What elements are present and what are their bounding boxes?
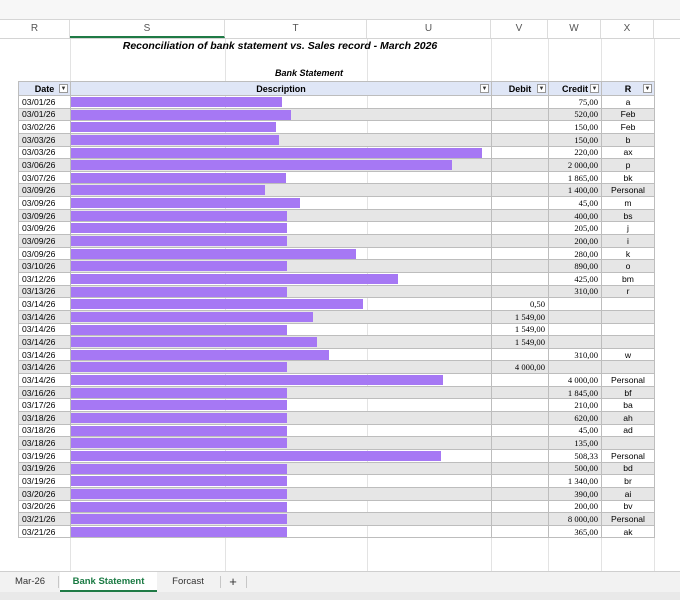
credit-cell[interactable]: 280,00 bbox=[549, 247, 602, 260]
credit-cell[interactable] bbox=[549, 361, 602, 374]
table-row bbox=[19, 437, 655, 450]
credit-cell[interactable] bbox=[549, 298, 602, 311]
debit-cell[interactable]: 1 549,00 bbox=[492, 310, 549, 323]
status-bar bbox=[0, 592, 680, 600]
table-row bbox=[19, 513, 655, 526]
table-row bbox=[19, 159, 655, 172]
debit-cell[interactable] bbox=[492, 449, 549, 462]
credit-cell[interactable]: 1 400,00 bbox=[549, 184, 602, 197]
credit-cell[interactable]: 210,00 bbox=[549, 399, 602, 412]
credit-cell[interactable]: 390,00 bbox=[549, 487, 602, 500]
description-cell[interactable] bbox=[71, 525, 492, 538]
debit-cell[interactable]: 4 000,00 bbox=[492, 361, 549, 374]
redacted-description bbox=[71, 223, 287, 233]
credit-cell[interactable]: 200,00 bbox=[549, 500, 602, 513]
debit-cell[interactable] bbox=[492, 171, 549, 184]
description-cell[interactable] bbox=[71, 399, 492, 412]
redacted-description bbox=[71, 464, 287, 474]
r-cell[interactable]: ah bbox=[602, 412, 655, 425]
credit-cell[interactable]: 310,00 bbox=[549, 285, 602, 298]
credit-cell[interactable]: 1 845,00 bbox=[549, 386, 602, 399]
table-row bbox=[19, 184, 655, 197]
redacted-description bbox=[71, 236, 287, 246]
r-cell[interactable]: i bbox=[602, 235, 655, 248]
column-header-r[interactable]: R bbox=[0, 20, 70, 38]
table-row bbox=[19, 171, 655, 184]
r-cell[interactable]: Personal bbox=[602, 184, 655, 197]
description-cell[interactable] bbox=[71, 146, 492, 159]
date-cell[interactable]: 03/18/26 bbox=[19, 424, 71, 437]
sheet-title[interactable]: Reconciliation of bank statement vs. Sales record - March 2026 bbox=[122, 40, 438, 52]
description-cell[interactable] bbox=[71, 272, 492, 285]
r-cell[interactable] bbox=[602, 323, 655, 336]
credit-cell[interactable]: 365,00 bbox=[549, 525, 602, 538]
toolbar-strip bbox=[0, 0, 680, 20]
column-header-x[interactable]: X bbox=[601, 20, 654, 38]
table-row bbox=[19, 285, 655, 298]
redacted-description bbox=[71, 110, 291, 120]
r-cell[interactable]: w bbox=[602, 348, 655, 361]
r-cell[interactable]: a bbox=[602, 96, 655, 109]
description-cell[interactable] bbox=[71, 133, 492, 146]
debit-cell[interactable] bbox=[492, 285, 549, 298]
table-row bbox=[19, 348, 655, 361]
redacted-description bbox=[71, 476, 287, 486]
description-cell[interactable] bbox=[71, 222, 492, 235]
redacted-description bbox=[71, 514, 287, 524]
date-cell[interactable]: 03/20/26 bbox=[19, 500, 71, 513]
table-row bbox=[19, 235, 655, 248]
date-cell[interactable]: 03/14/26 bbox=[19, 298, 71, 311]
date-cell[interactable]: 03/09/26 bbox=[19, 184, 71, 197]
debit-cell[interactable] bbox=[492, 260, 549, 273]
description-cell[interactable] bbox=[71, 285, 492, 298]
redacted-description bbox=[71, 312, 313, 322]
redacted-description bbox=[71, 185, 265, 195]
date-cell[interactable]: 03/09/26 bbox=[19, 222, 71, 235]
redacted-description bbox=[71, 287, 287, 297]
redacted-description bbox=[71, 148, 482, 158]
redacted-description bbox=[71, 160, 452, 170]
r-cell[interactable]: Personal bbox=[602, 513, 655, 526]
r-cell[interactable] bbox=[602, 310, 655, 323]
sheet-grid[interactable] bbox=[0, 39, 680, 571]
date-cell[interactable]: 03/12/26 bbox=[19, 272, 71, 285]
debit-cell[interactable] bbox=[492, 96, 549, 109]
credit-cell[interactable]: 310,00 bbox=[549, 348, 602, 361]
table-row bbox=[19, 108, 655, 121]
credit-cell[interactable]: 45,00 bbox=[549, 424, 602, 437]
r-cell[interactable] bbox=[602, 298, 655, 311]
description-cell[interactable] bbox=[71, 159, 492, 172]
credit-cell[interactable]: 890,00 bbox=[549, 260, 602, 273]
debit-cell[interactable] bbox=[492, 513, 549, 526]
debit-cell[interactable] bbox=[492, 348, 549, 361]
date-cell[interactable]: 03/20/26 bbox=[19, 487, 71, 500]
date-cell[interactable]: 03/02/26 bbox=[19, 121, 71, 134]
r-cell[interactable] bbox=[602, 361, 655, 374]
description-cell[interactable] bbox=[71, 449, 492, 462]
filter-dropdown-icon[interactable]: ▼ bbox=[538, 86, 545, 92]
table-row bbox=[19, 298, 655, 311]
debit-cell[interactable] bbox=[492, 159, 549, 172]
date-cell[interactable]: 03/21/26 bbox=[19, 513, 71, 526]
table-row bbox=[19, 247, 655, 260]
credit-cell[interactable]: 200,00 bbox=[549, 235, 602, 248]
redacted-description bbox=[71, 198, 300, 208]
filter-dropdown-icon[interactable]: ▼ bbox=[591, 86, 598, 92]
debit-cell[interactable] bbox=[492, 462, 549, 475]
r-cell[interactable] bbox=[602, 437, 655, 450]
date-cell[interactable]: 03/13/26 bbox=[19, 285, 71, 298]
tab-forcast[interactable]: Forcast bbox=[172, 576, 204, 587]
table-row bbox=[19, 260, 655, 273]
date-cell[interactable]: 03/01/26 bbox=[19, 96, 71, 109]
r-cell[interactable] bbox=[602, 336, 655, 349]
table-row bbox=[19, 500, 655, 513]
date-cell[interactable]: 03/10/26 bbox=[19, 260, 71, 273]
date-cell[interactable]: 03/14/26 bbox=[19, 310, 71, 323]
credit-cell[interactable]: 220,00 bbox=[549, 146, 602, 159]
header-r[interactable]: R ▼ bbox=[602, 82, 655, 96]
date-cell[interactable]: 03/09/26 bbox=[19, 197, 71, 210]
debit-cell[interactable] bbox=[492, 412, 549, 425]
r-cell[interactable]: Personal bbox=[602, 449, 655, 462]
debit-cell[interactable] bbox=[492, 424, 549, 437]
column-header-u[interactable]: U bbox=[367, 20, 491, 38]
credit-cell[interactable]: 8 000,00 bbox=[549, 513, 602, 526]
description-cell[interactable] bbox=[71, 298, 492, 311]
table-row bbox=[19, 336, 655, 349]
description-cell[interactable] bbox=[71, 247, 492, 260]
date-cell[interactable]: 03/01/26 bbox=[19, 108, 71, 121]
sheet-tab-bar bbox=[0, 571, 680, 592]
redacted-description bbox=[71, 249, 356, 259]
r-cell[interactable]: bm bbox=[602, 272, 655, 285]
description-cell[interactable] bbox=[71, 184, 492, 197]
description-cell[interactable] bbox=[71, 121, 492, 134]
date-cell[interactable]: 03/14/26 bbox=[19, 348, 71, 361]
description-cell[interactable] bbox=[71, 462, 492, 475]
table-row bbox=[19, 424, 655, 437]
credit-cell[interactable] bbox=[549, 310, 602, 323]
table-row bbox=[19, 272, 655, 285]
debit-cell[interactable] bbox=[492, 146, 549, 159]
credit-cell[interactable]: 75,00 bbox=[549, 96, 602, 109]
redacted-description bbox=[71, 502, 287, 512]
r-cell[interactable]: bf bbox=[602, 386, 655, 399]
r-cell[interactable]: Feb bbox=[602, 121, 655, 134]
description-cell[interactable] bbox=[71, 336, 492, 349]
credit-cell[interactable]: 1 865,00 bbox=[549, 171, 602, 184]
credit-cell[interactable] bbox=[549, 336, 602, 349]
date-cell[interactable]: 03/03/26 bbox=[19, 146, 71, 159]
debit-cell[interactable] bbox=[492, 500, 549, 513]
redacted-description bbox=[71, 388, 287, 398]
table-row bbox=[19, 386, 655, 399]
r-cell[interactable]: m bbox=[602, 197, 655, 210]
credit-cell[interactable]: 150,00 bbox=[549, 133, 602, 146]
table-row bbox=[19, 310, 655, 323]
redacted-description bbox=[71, 426, 287, 436]
redacted-description bbox=[71, 97, 282, 107]
credit-cell[interactable]: 135,00 bbox=[549, 437, 602, 450]
column-header-v[interactable]: V bbox=[491, 20, 548, 38]
redacted-description bbox=[71, 451, 441, 461]
credit-cell[interactable]: 2 000,00 bbox=[549, 159, 602, 172]
date-cell[interactable]: 03/18/26 bbox=[19, 437, 71, 450]
redacted-description bbox=[71, 325, 287, 335]
description-cell[interactable] bbox=[71, 424, 492, 437]
debit-cell[interactable] bbox=[492, 222, 549, 235]
redacted-description bbox=[71, 527, 287, 537]
debit-cell[interactable] bbox=[492, 133, 549, 146]
debit-cell[interactable] bbox=[492, 209, 549, 222]
add-sheet-button[interactable]: + bbox=[229, 574, 237, 589]
header-credit[interactable]: Credit ▼ bbox=[549, 82, 602, 96]
date-cell[interactable]: 03/14/26 bbox=[19, 336, 71, 349]
debit-cell[interactable] bbox=[492, 437, 549, 450]
table-row bbox=[19, 374, 655, 387]
debit-cell[interactable] bbox=[492, 184, 549, 197]
table-row bbox=[19, 449, 655, 462]
description-cell[interactable] bbox=[71, 386, 492, 399]
date-cell[interactable]: 03/14/26 bbox=[19, 361, 71, 374]
date-cell[interactable]: 03/16/26 bbox=[19, 386, 71, 399]
date-cell[interactable]: 03/06/26 bbox=[19, 159, 71, 172]
r-cell[interactable]: Personal bbox=[602, 374, 655, 387]
r-cell[interactable]: bv bbox=[602, 500, 655, 513]
date-cell[interactable]: 03/09/26 bbox=[19, 247, 71, 260]
date-cell[interactable]: 03/19/26 bbox=[19, 475, 71, 488]
table-row bbox=[19, 525, 655, 538]
date-cell[interactable]: 03/21/26 bbox=[19, 525, 71, 538]
table-row bbox=[19, 487, 655, 500]
redacted-description bbox=[71, 261, 287, 271]
r-cell[interactable]: ax bbox=[602, 146, 655, 159]
description-cell[interactable] bbox=[71, 475, 492, 488]
r-cell[interactable]: ad bbox=[602, 424, 655, 437]
redacted-description bbox=[71, 173, 286, 183]
credit-cell[interactable]: 4 000,00 bbox=[549, 374, 602, 387]
r-cell[interactable]: r bbox=[602, 285, 655, 298]
description-cell[interactable] bbox=[71, 412, 492, 425]
tab-mar-26[interactable]: Mar-26 bbox=[14, 576, 46, 587]
debit-cell[interactable] bbox=[492, 197, 549, 210]
credit-cell[interactable]: 205,00 bbox=[549, 222, 602, 235]
r-cell[interactable]: ba bbox=[602, 399, 655, 412]
r-cell[interactable]: bd bbox=[602, 462, 655, 475]
debit-cell[interactable] bbox=[492, 235, 549, 248]
debit-cell[interactable]: 1 549,00 bbox=[492, 323, 549, 336]
redacted-description bbox=[71, 350, 329, 360]
redacted-description bbox=[71, 400, 287, 410]
description-cell[interactable] bbox=[71, 96, 492, 109]
table-row bbox=[19, 323, 655, 336]
description-cell[interactable] bbox=[71, 487, 492, 500]
description-cell[interactable] bbox=[71, 235, 492, 248]
description-cell[interactable] bbox=[71, 348, 492, 361]
table-row bbox=[19, 412, 655, 425]
credit-cell[interactable]: 425,00 bbox=[549, 272, 602, 285]
table-row bbox=[19, 399, 655, 412]
credit-cell[interactable]: 508,33 bbox=[549, 449, 602, 462]
column-header-s[interactable]: S bbox=[70, 20, 225, 38]
r-cell[interactable]: bs bbox=[602, 209, 655, 222]
redacted-description bbox=[71, 135, 279, 145]
description-cell[interactable] bbox=[71, 171, 492, 184]
debit-cell[interactable] bbox=[492, 386, 549, 399]
filter-dropdown-icon[interactable]: ▼ bbox=[481, 86, 488, 92]
debit-cell[interactable] bbox=[492, 525, 549, 538]
table-header-row bbox=[19, 82, 655, 96]
redacted-description bbox=[71, 362, 287, 372]
description-cell[interactable] bbox=[71, 361, 492, 374]
description-cell[interactable] bbox=[71, 197, 492, 210]
debit-cell[interactable] bbox=[492, 247, 549, 260]
r-cell[interactable]: Feb bbox=[602, 108, 655, 121]
header-description[interactable]: Description ▼ bbox=[71, 82, 492, 96]
description-cell[interactable] bbox=[71, 260, 492, 273]
date-cell[interactable]: 03/14/26 bbox=[19, 323, 71, 336]
table-row bbox=[19, 462, 655, 475]
r-cell[interactable]: ai bbox=[602, 487, 655, 500]
redacted-description bbox=[71, 438, 287, 448]
description-cell[interactable] bbox=[71, 437, 492, 450]
credit-cell[interactable]: 620,00 bbox=[549, 412, 602, 425]
description-cell[interactable] bbox=[71, 310, 492, 323]
credit-cell[interactable]: 400,00 bbox=[549, 209, 602, 222]
credit-cell[interactable]: 520,00 bbox=[549, 108, 602, 121]
debit-cell[interactable] bbox=[492, 399, 549, 412]
debit-cell[interactable] bbox=[492, 475, 549, 488]
description-cell[interactable] bbox=[71, 108, 492, 121]
table-row bbox=[19, 133, 655, 146]
description-cell[interactable] bbox=[71, 513, 492, 526]
debit-cell[interactable] bbox=[492, 487, 549, 500]
r-cell[interactable]: b bbox=[602, 133, 655, 146]
credit-cell[interactable]: 500,00 bbox=[549, 462, 602, 475]
table-row bbox=[19, 121, 655, 134]
table-row bbox=[19, 197, 655, 210]
debit-cell[interactable]: 1 549,00 bbox=[492, 336, 549, 349]
date-cell[interactable]: 03/09/26 bbox=[19, 235, 71, 248]
redacted-description bbox=[71, 413, 287, 423]
debit-cell[interactable] bbox=[492, 374, 549, 387]
date-cell[interactable]: 03/03/26 bbox=[19, 133, 71, 146]
date-cell[interactable]: 03/09/26 bbox=[19, 209, 71, 222]
debit-cell[interactable] bbox=[492, 272, 549, 285]
column-header-w[interactable]: W bbox=[548, 20, 601, 38]
column-header-bar bbox=[0, 20, 680, 39]
description-cell[interactable] bbox=[71, 500, 492, 513]
filter-dropdown-icon[interactable]: ▼ bbox=[644, 86, 651, 92]
header-date[interactable]: Date ▼ bbox=[19, 82, 71, 96]
r-cell[interactable]: br bbox=[602, 475, 655, 488]
table-row bbox=[19, 222, 655, 235]
credit-cell[interactable]: 45,00 bbox=[549, 197, 602, 210]
table-row bbox=[19, 361, 655, 374]
r-cell[interactable]: k bbox=[602, 247, 655, 260]
header-debit[interactable]: Debit ▼ bbox=[492, 82, 549, 96]
bank-statement-subtitle[interactable]: Bank Statement bbox=[274, 68, 344, 78]
column-header-t[interactable]: T bbox=[225, 20, 367, 38]
r-cell[interactable]: ak bbox=[602, 525, 655, 538]
redacted-description bbox=[71, 274, 398, 284]
credit-cell[interactable]: 1 340,00 bbox=[549, 475, 602, 488]
debit-cell[interactable] bbox=[492, 121, 549, 134]
redacted-description bbox=[71, 211, 287, 221]
description-cell[interactable] bbox=[71, 374, 492, 387]
r-cell[interactable]: o bbox=[602, 260, 655, 273]
redacted-description bbox=[71, 299, 363, 309]
date-cell[interactable]: 03/17/26 bbox=[19, 399, 71, 412]
debit-cell[interactable]: 0,50 bbox=[492, 298, 549, 311]
date-cell[interactable]: 03/18/26 bbox=[19, 412, 71, 425]
table-row bbox=[19, 475, 655, 488]
description-cell[interactable] bbox=[71, 323, 492, 336]
date-cell[interactable]: 03/19/26 bbox=[19, 462, 71, 475]
bank-statement-table bbox=[18, 81, 655, 538]
tab-bank-statement[interactable]: Bank Statement bbox=[60, 572, 157, 592]
date-cell[interactable]: 03/07/26 bbox=[19, 171, 71, 184]
table-row bbox=[19, 96, 655, 109]
credit-cell[interactable]: 150,00 bbox=[549, 121, 602, 134]
filter-dropdown-icon[interactable]: ▼ bbox=[60, 86, 67, 92]
redacted-description bbox=[71, 337, 317, 347]
debit-cell[interactable] bbox=[492, 108, 549, 121]
r-cell[interactable]: bk bbox=[602, 171, 655, 184]
description-cell[interactable] bbox=[71, 209, 492, 222]
credit-cell[interactable] bbox=[549, 323, 602, 336]
r-cell[interactable]: j bbox=[602, 222, 655, 235]
redacted-description bbox=[71, 122, 276, 132]
table-row bbox=[19, 209, 655, 222]
date-cell[interactable]: 03/19/26 bbox=[19, 449, 71, 462]
redacted-description bbox=[71, 489, 287, 499]
date-cell[interactable]: 03/14/26 bbox=[19, 374, 71, 387]
table-row bbox=[19, 146, 655, 159]
r-cell[interactable]: p bbox=[602, 159, 655, 172]
redacted-description bbox=[71, 375, 443, 385]
